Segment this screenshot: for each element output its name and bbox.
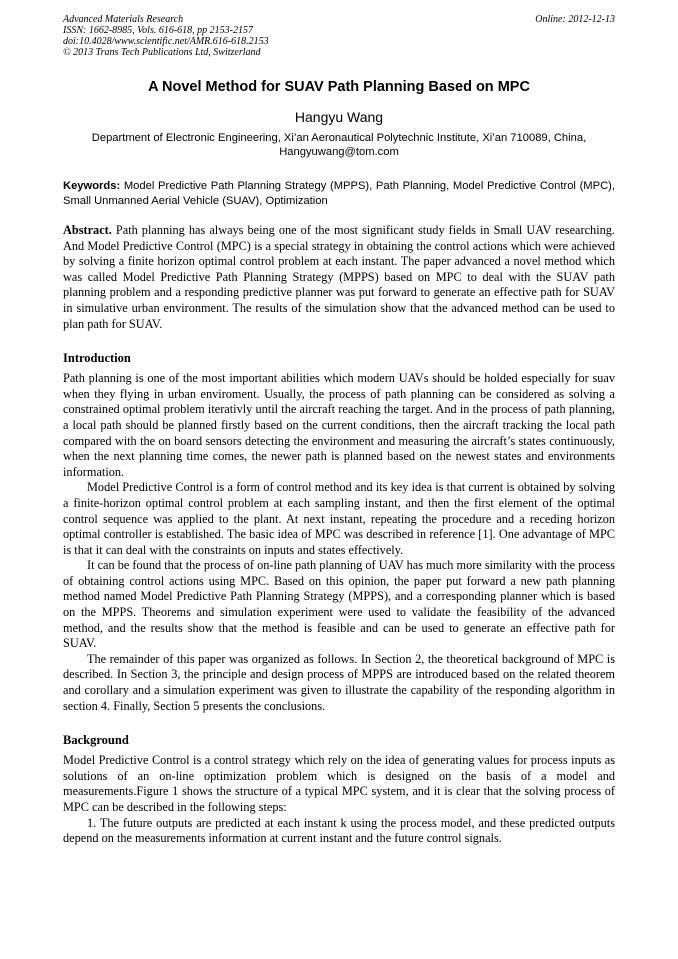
intro-paragraph: Path planning is one of the most important abilities which modern UAVs should be holded especially for suav when they flying in urban enviroment. Usually, the process of path planning can be considered as solving a constrained optimal problem iterativly until the aircraft reaching the target. And in the process of path planning, a local path should be planned firstly based on the current conditions, then the aircraft tracking the local path compared with the on board sensors detecting the environment and measuring the aircraft’s states continuously, when the next planning time comes, the newer path is planned based on the newest states and environments information. (63, 371, 615, 479)
background-paragraph: Model Predictive Control is a control strategy which rely on the idea of generating values for process inputs as solutions of an on-line optimization problem which is designed on the basis of a model and measurements.Figure 1 shows the structure of a typical MPC system, and it is clear that the solving process of MPC can be described in the following steps: (63, 753, 615, 814)
author-email: Hangyuwang@tom.com (279, 146, 399, 158)
background-section (63, 753, 615, 847)
background-heading: Background (63, 733, 129, 748)
introduction-section (63, 371, 615, 714)
running-header (63, 14, 615, 58)
abstract-text: Path planning has always being one of the most significant study fields in Small UAV researching. And Model Predictive Control (MPC) is a special strategy in obtaining the control actions which were achieved by solving a finite horizon optimal control problem at each instant. The paper advanced a novel method which was called Model Predictive Path Planning Strategy (MPPS) based on MPC to deal with the SUAV path planning problem and a responding predictive planner was put forward to generate an effective path for SUAV in simulative urban environment. The results of the simulation show that the advanced method can be used to plan path for SUAV. (63, 223, 615, 331)
affiliation (63, 131, 615, 159)
journal-name: Advanced Materials Research (63, 14, 184, 25)
background-list-item: 1. The future outputs are predicted at each instant k using the process model, and these predicted outputs depend on the measurements information at current instant and the future control signals. (63, 815, 615, 846)
keywords-label: Keywords: (63, 180, 121, 192)
paper-page (63, 14, 615, 847)
keywords-text: Model Predictive Path Planning Strategy (MPPS), Path Planning, Model Predictive Control (MPC), Small Unmanned Aerial Vehicle (SUAV), Optimization (63, 180, 615, 207)
doi-line: doi:10.4028/www.scientific.net/AMR.616-618.2153 (63, 36, 269, 47)
introduction-heading: Introduction (63, 351, 131, 366)
intro-paragraph: The remainder of this paper was organized as follows. In Section 2, the theoretical background of MPC is described. In Section 3, the principle and design process of MPPS are introduced based on the related theorem and corollary and a simulation experiment was given to illustrate the capability of the responding algorithm in section 4. Finally, Section 5 presents the conclusions. (63, 651, 615, 713)
paper-title: A Novel Method for SUAV Path Planning Based on MPC (148, 79, 530, 95)
abstract-label: Abstract. (63, 223, 112, 237)
intro-paragraph: Model Predictive Control is a form of control method and its key idea is that current is obtained by solving a finite-horizon optimal control problem at each sampling instant, and then the first element of the optimal control sequence was applied to the plant. At next instant, repeating the procedure and a receding horizon optimal controller is established. The basic idea of MPC was described in reference [1]. One advantage of MPC is that it can deal with the constraints on inputs and states effectively. (63, 480, 615, 557)
online-date: Online: 2012-12-13 (535, 14, 615, 25)
copyright-line: © 2013 Trans Tech Publications Ltd, Switzerland (63, 47, 261, 58)
issn-line: ISSN: 1662-8985, Vols. 616-618, pp 2153-2157 (63, 25, 253, 36)
affiliation-address: Department of Electronic Engineering, Xi’an Aeronautical Polytechnic Institute, Xi’an 710089, China, (91, 132, 587, 144)
author-name: Hangyu Wang (294, 109, 384, 125)
intro-paragraph: It can be found that the process of on-line path planning of UAV has much more similarity with the process of obtaining control actions using MPC. Based on this opinion, the paper put forward a new path planning method named Model Predictive Path Planning Strategy (MPPS), and a corresponding planner which is based on the MPPS. Theorems and simulation experiment were used to validate the feasibility of the advanced method, and the results show that the method is feasible and can be used to generate an effective path for SUAV. (63, 558, 615, 651)
keywords (63, 179, 615, 209)
abstract (63, 223, 615, 332)
